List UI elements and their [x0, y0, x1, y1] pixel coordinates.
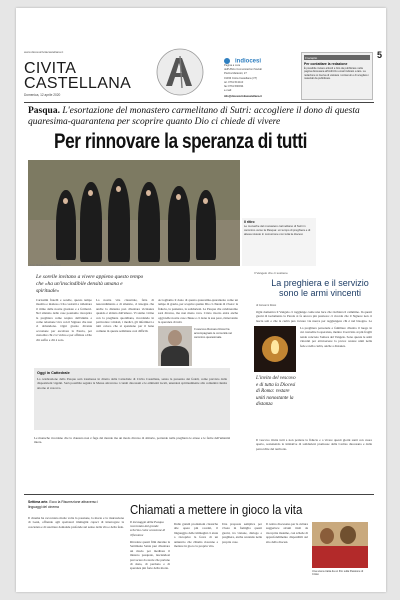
sidebar-title: La preghiera e il servizio sono le armi vincenti	[271, 278, 369, 298]
contact-line: Piazza Matteotti, 27	[224, 72, 247, 76]
bottom-column-5: Il centro diocesano per la cultura suggerisce alcuni titoli da riscoprire insieme, con schede di approfondimento disponibili sul sito della diocesi.	[266, 522, 308, 544]
portrait-caption: Il vescovo Romano Rossi ha accompagnato le comunità nel cammino quaresimale.	[194, 327, 232, 339]
article-kicker	[28, 106, 378, 128]
contact-line: tel. 0761.513110	[224, 80, 244, 84]
nun-face	[88, 190, 93, 196]
masthead-url[interactable]: www.diocesicivitacastellana.it	[24, 50, 64, 54]
article-column-3: Accogliamo il dono di questa quaresima-quarantena come un tempo di grazia, per scoprire quanto Dio ci chiede di vivere: la fiducia, la pazienza, la solidarietà. La Pasqua che celebreremo sarà diversa, ma non meno vera. Cristo risorto entra anche oggi nelle nostre case chiuse e ci dona la sua pace, rinnovando la speranza di tutti.	[158, 298, 238, 324]
contact-notice-box	[301, 52, 373, 100]
article-column-4: Le monache ricordano che la clausura non è fuga dal mondo ma un modo diverso di abitarlo, portando nella preghiera le attese e le ferite dell'umanità intera.	[34, 436, 230, 445]
bottom-subtitle: Il messaggio della Pasqua raccontato dal grande schermo come occasione di riflessione	[130, 520, 166, 537]
bottom-kicker-bold: Settima arte.	[28, 500, 49, 504]
film-photo-caption: Una scena tratta da un film sulla Passione di Cristo	[312, 570, 364, 577]
nun-face	[203, 198, 208, 204]
masthead-divider	[24, 102, 374, 103]
contact-block	[224, 64, 288, 100]
inset-title: Oggi in Cattedrale	[37, 371, 70, 375]
sidebar-text-2: La preghiera personale e familiare diventa il luogo in cui custodire la speranza, mentre il servizio ai più fragili rende concreto l'amore del Vangelo. Sono queste le armi vincenti per attraversare la prova: restare uniti nella fede e nella carità, anche a distanza.	[300, 326, 372, 348]
photo-caption: Le monache del monastero carmelitano di Sutri in cammino verso la Pasqua: un tempo di preghiera e di attesa vissuto in comunione con tutta la diocesi.	[244, 224, 311, 236]
photo-caption-box	[242, 218, 316, 266]
bottom-column-4: Una proposta semplice per vivere in famiglia questi giorni, tra visione, dialogo e preghiera, anche restando nelle proprie case.	[222, 522, 262, 544]
sidebar-text-3: Il vescovo invita tutti a non perdere la fiducia e a vivere questi giorni santi con cuore aperto, sostenendo le iniziative di solidarietà promosse dalla Caritas diocesana e dalle parrocchie del territorio.	[256, 438, 372, 451]
cathedral-inset-box	[34, 368, 230, 430]
bottom-headline: Chiamati a mettere in gioco la vita	[130, 502, 303, 517]
nuns-photo	[28, 160, 240, 266]
article-column-1: Carissimi fratelli e sorelle, questo tempo insolito e inatteso ci ha costretti a rallentare il ritmo delle nostre giornate e a fermarci. Nel silenzio delle case possiamo riscoprire la preghiera come respiro dell'anima e come relazione viva con il Signore che non ci abbandona. Ogni giorno diventa occasione per ascoltare la Parola, per custodire chi ci è vicino e per affidare a Dio chi soffre e chi è solo.	[36, 298, 92, 342]
brand-badge	[224, 52, 262, 65]
masthead-date: Domenica, 12 aprile 2020	[24, 93, 61, 97]
diocese-logo-icon	[156, 48, 204, 96]
bottom-kicker-text: Ecco la Risurrezione attraverso i linguaggi del cinema	[28, 500, 99, 509]
nun-face	[116, 186, 121, 192]
masthead-title	[24, 60, 132, 92]
sidebar-text-1: Ogni domenica il Vangelo ci raggiunge come una luce che rischiara il cammino. In questi giorni di isolamento la Parola si fa ancora più preziosa: ci ricorda che il Signore non ci lascia soli e che la carità può trovare vie nuove per raggiungere chi è nel bisogno. Le	[256, 310, 372, 323]
masthead-title-line2: CASTELLANA	[24, 75, 132, 92]
sidebar-quote: L'invito del vescovo e di tutta la Diocesi di Roma: restare uniti nonostante la distanza	[256, 376, 296, 408]
page-number: 5	[376, 50, 382, 60]
kicker-italic: L'esortazione del monastero carmelitano di Sutri: accogliere il dono di questa quaresima-quarantena per scoprire quanto Dio ci chiede di vivere	[28, 106, 360, 127]
contact-line: dell'Ufficio Comunicazioni Sociali	[224, 68, 262, 72]
kicker-bold: Pasqua.	[28, 106, 60, 116]
film-cloak	[312, 546, 368, 568]
film-still-photo	[312, 522, 368, 568]
photo-credit: Foto: Monastero Carmelitano	[30, 264, 61, 267]
contact-email-link[interactable]: info@diocesicivitacastellana.it	[224, 95, 262, 99]
article-column-2: La nostra vita claustrale, fatta di nascondimento e di silenzio, ci insegna che anche la distanza può diventare vicinanza quando è abitata dall'amore. Vi siamo vicine con la preghiera quotidiana, ricordando in particolare i malati, i medici, gli infermieri e tutti coloro che si spendono per il bene comune in queste settimane così difficili.	[96, 298, 154, 333]
sidebar-label: Il Vangelo che ci sostiene	[254, 271, 288, 275]
bottom-column-2: Rivedere questi film durante la Settimana Santa può diventare un modo per meditare il mistero pasquale, lasciandosi provocare da storie che parlano di dono, di perdono e di speranza più forte della morte.	[130, 540, 170, 571]
bottom-kicker	[28, 500, 112, 509]
newspaper-page	[16, 8, 386, 592]
nun-face	[176, 194, 181, 200]
portrait-body	[161, 346, 189, 366]
bottom-column-3: Dalle grandi produzioni classiche alle opere più recenti, il linguaggio delle immagini ci aiuta a riscoprire la forza di un annuncio che chiama ciascuno a mettere in gioco la propria vita.	[174, 522, 218, 549]
contact-line: 01033 Civita Castellana (VT)	[224, 76, 258, 80]
candle-flame-icon	[271, 340, 279, 354]
notice-title: Per contattare la redazione	[304, 61, 348, 66]
brand-label: indiocesi	[235, 58, 262, 65]
article-headline: Per rinnovare la speranza di tutti	[54, 130, 308, 153]
bottom-divider	[24, 494, 374, 495]
bishop-portrait	[158, 326, 192, 366]
portrait-head	[168, 330, 182, 346]
notice-header: Il recapito	[304, 55, 370, 60]
masthead-title-line1: CIVITA	[24, 60, 77, 77]
photo-caption-title: Il ritiro	[244, 220, 255, 224]
pull-quote: Le sorelle invitano a vivere appieno questo tempo che «ha un'inscindibile densità umana e spirituale»	[36, 274, 144, 294]
contact-line: Pagina a cura	[224, 64, 241, 67]
film-figure	[340, 526, 356, 544]
nun-face	[63, 198, 68, 204]
inset-text: La celebrazione della Pasqua sarà trasmessa in diretta dalla Cattedrale di Civita Castellana, senza la presenza dei fedeli, come previsto dalle disposizioni vigenti. Sarà possibile seguire la Messa attraverso i canali diocesani e le emittenti locali, unendosi spiritualmente alla comunità riunita attorno al vescovo.	[37, 377, 227, 390]
sidebar-author: di Giovanni Rossi	[256, 304, 277, 307]
candle-photo	[254, 326, 296, 372]
contact-line: e-mail:	[224, 89, 232, 93]
bottom-column-1: Il cinema ha raccontato molte volte la passione, la morte e la risurrezione di Gesù, offrendo agli spettatori immagini capaci di interrogare la coscienza e di suscitare domande profonde sul senso della vita e della fede.	[28, 516, 124, 529]
film-figure	[320, 528, 334, 544]
notice-body: È possibile inviare articoli e foto da pubblicare nella pagina diocesana all'indirizzo email indicato a lato. La redazione si riserva di valutare i contenuti e di scegliere i materiali da pubblicare.	[304, 66, 370, 81]
contact-line: fax 0761.590934	[224, 85, 244, 89]
nun-face	[146, 190, 151, 196]
